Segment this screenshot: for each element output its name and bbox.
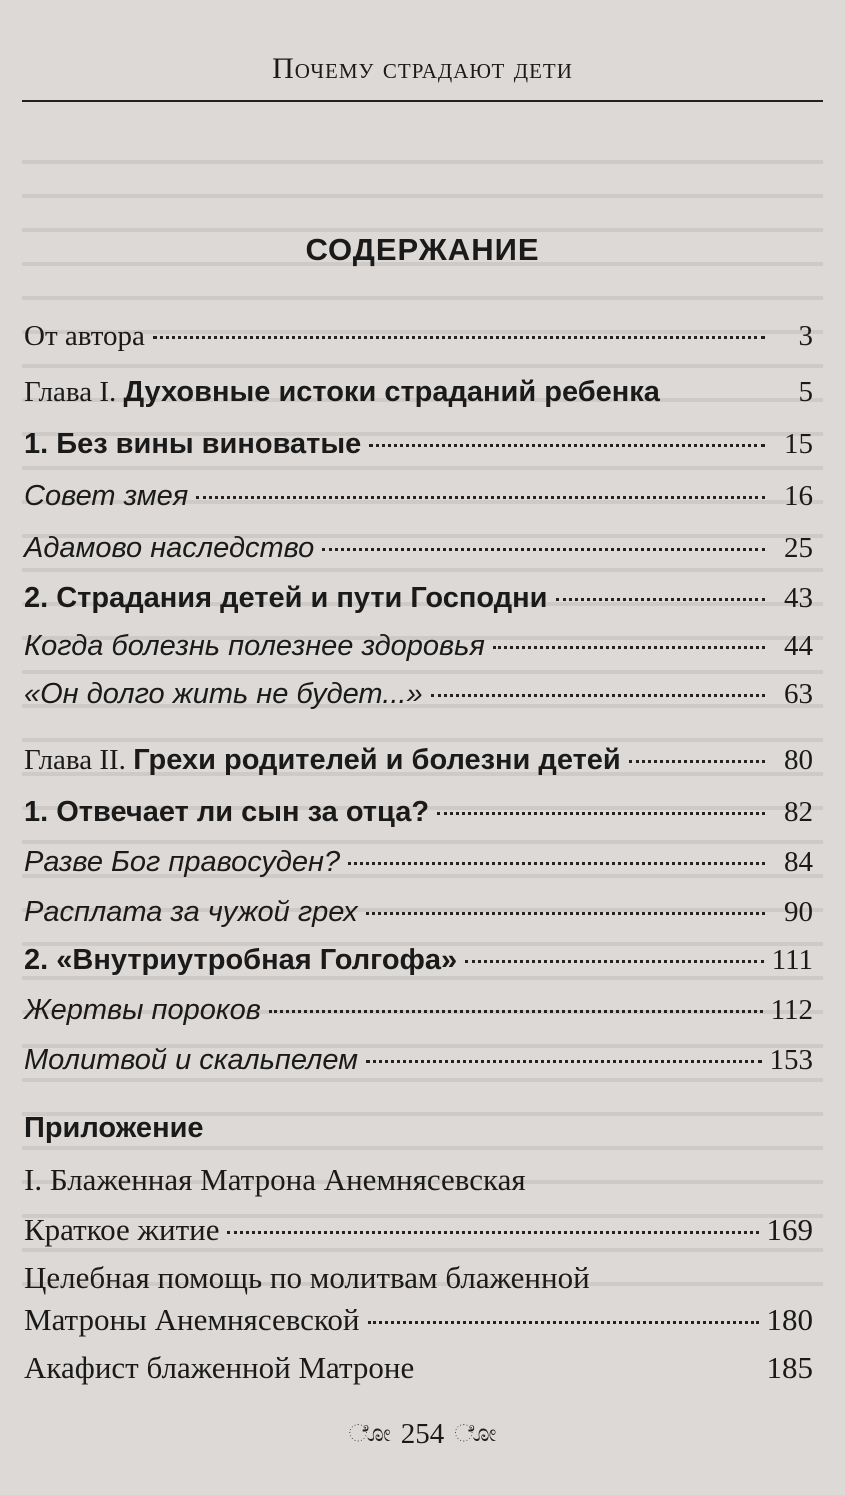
toc-entry[interactable] [24, 1302, 813, 1346]
toc-page-number: 153 [769, 1044, 813, 1076]
toc-entry-label: Целебная помощь по молитвам блаженной [24, 1260, 590, 1295]
toc-entry-label: 1. Без вины виноватые [24, 428, 362, 460]
leader-dots [348, 862, 765, 865]
toc-entry-label: Акафист блаженной Матроне [24, 1350, 415, 1385]
leader-dots [227, 1231, 758, 1234]
chapter-prefix: Глава II. [24, 744, 134, 776]
toc-entry[interactable] [24, 744, 813, 788]
leader-dots [556, 598, 766, 601]
leader-dots [493, 646, 765, 649]
toc-page-number: 84 [784, 846, 813, 878]
toc-entry-label: Молитвой и скальпелем [24, 1044, 359, 1076]
toc-entry[interactable] [24, 1044, 813, 1088]
toc-entry[interactable] [24, 1350, 813, 1394]
toc-entry-label: Матроны Анемнясевской [24, 1302, 360, 1337]
toc-entry[interactable] [24, 428, 813, 472]
toc-entry[interactable] [24, 846, 813, 890]
toc-page-number: 112 [770, 994, 813, 1026]
toc-page-number: 16 [784, 480, 813, 512]
toc-entry-label: Приложение [24, 1112, 204, 1144]
toc-entry[interactable] [24, 1212, 813, 1256]
leader-dots [366, 912, 765, 915]
toc-entry-label [24, 376, 660, 409]
toc-page-number: 43 [784, 582, 813, 614]
chapter-title: Духовные истоки страданий ребенка [123, 376, 660, 408]
page-title: СОДЕРЖАНИЕ [305, 232, 540, 267]
leader-dots [269, 1010, 763, 1013]
toc-page-number: 111 [771, 944, 813, 976]
toc-entry-label: Жертвы пороков [24, 994, 261, 1026]
toc-entry-label: Адамово наследство [24, 532, 315, 564]
toc-page-number: 3 [798, 320, 813, 352]
table-of-contents [24, 0, 813, 1495]
toc-entry[interactable] [24, 630, 813, 674]
toc-entry[interactable] [24, 320, 813, 364]
toc-page-number: 82 [784, 796, 813, 828]
leader-dots [629, 760, 765, 763]
leader-dots [368, 1321, 759, 1324]
chapter-prefix: Глава I. [24, 376, 124, 408]
toc-page-number: 80 [784, 744, 813, 776]
toc-page-number: 180 [766, 1302, 813, 1337]
toc-page-number: 90 [784, 896, 813, 928]
toc-page-number: 44 [784, 630, 813, 662]
toc-page-number: 63 [784, 678, 813, 710]
toc-entry[interactable] [24, 376, 813, 420]
toc-entry-label: Совет змея [24, 480, 189, 512]
toc-entry[interactable] [24, 678, 813, 722]
leader-dots [196, 496, 765, 499]
toc-section-heading[interactable] [24, 1112, 813, 1156]
toc-entry[interactable] [24, 532, 813, 576]
toc-page-number: 25 [784, 532, 813, 564]
leader-dots [369, 444, 765, 447]
toc-entry-label [24, 744, 621, 777]
toc-entry[interactable] [24, 480, 813, 524]
leader-dots [322, 548, 765, 551]
toc-page-number: 169 [766, 1212, 813, 1247]
leader-dots [437, 812, 765, 815]
page-number: 254 [400, 1418, 445, 1450]
toc-page-number: 15 [784, 428, 813, 460]
leader-dots [153, 336, 765, 339]
toc-entry-label: 1. Отвечает ли сын за отца? [24, 796, 430, 828]
leader-dots [465, 960, 763, 963]
toc-entry-label: Расплата за чужой грех [24, 896, 358, 928]
toc-entry-label: От автора [24, 320, 145, 352]
toc-entry[interactable] [24, 944, 813, 988]
ornament-left-icon: ೋ [348, 1421, 391, 1447]
toc-entry-label: «Он долго жить не будет...» [24, 678, 423, 710]
toc-entry[interactable] [24, 796, 813, 840]
toc-entry-line[interactable] [24, 1260, 813, 1304]
toc-page-number: 5 [798, 376, 813, 408]
toc-entry[interactable] [24, 994, 813, 1038]
page-folio [0, 1418, 845, 1451]
leader-dots [366, 1060, 761, 1063]
toc-entry[interactable] [24, 896, 813, 940]
running-head: Почему страдают дети [272, 52, 573, 85]
chapter-title: Грехи родителей и болезни детей [133, 744, 621, 776]
toc-entry-label: 2. Страдания детей и пути Господни [24, 582, 548, 614]
toc-entry-label: 2. «Внутриутробная Голгофа» [24, 944, 458, 976]
toc-entry[interactable] [24, 582, 813, 626]
toc-page-number: 185 [766, 1350, 813, 1385]
ornament-right-icon: ೋ [454, 1421, 497, 1447]
toc-entry-label: Когда болезнь полезнее здоровья [24, 630, 485, 662]
toc-entry-label: Краткое житие [24, 1212, 220, 1247]
toc-entry-label: Разве Бог правосуден? [24, 846, 341, 878]
toc-entry-label: I. Блаженная Матрона Анемнясевская [24, 1162, 526, 1197]
toc-subsection-heading[interactable] [24, 1162, 813, 1206]
leader-dots [431, 694, 765, 697]
